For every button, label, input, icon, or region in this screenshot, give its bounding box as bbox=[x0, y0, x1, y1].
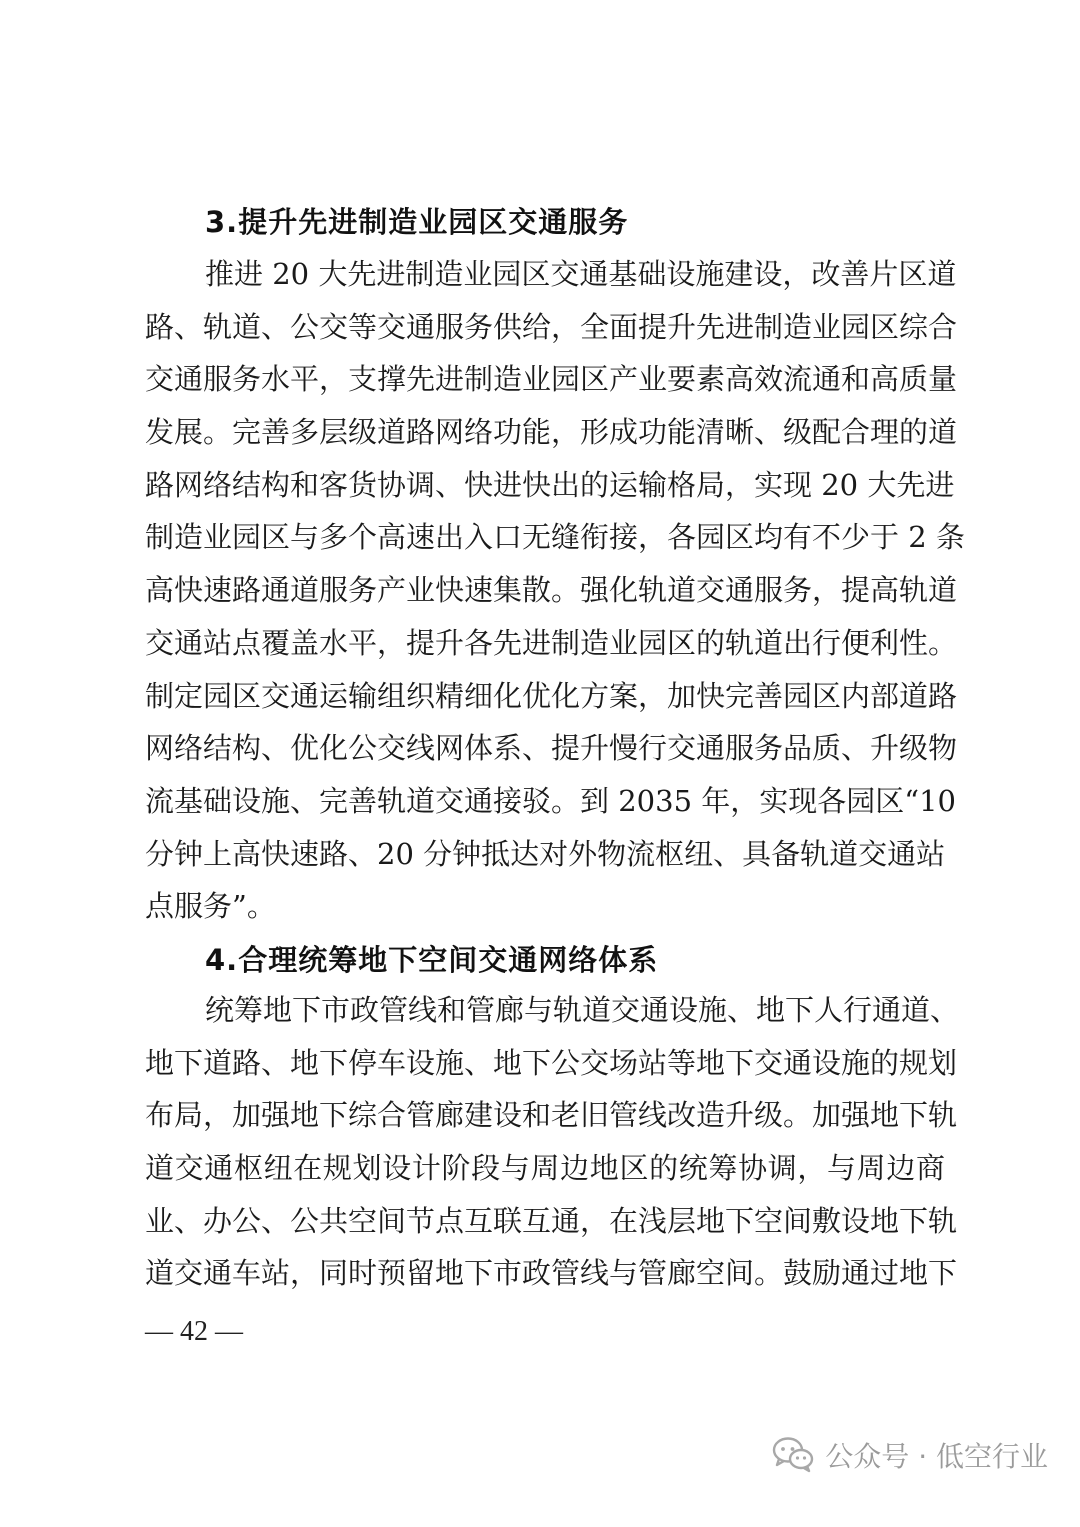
paragraph-line: 道交通枢纽在规划设计阶段与周边地区的统筹协调，与周边商 bbox=[145, 1151, 945, 1186]
paragraph-line: 路、轨道、公交等交通服务供给，全面提升先进制造业园区综合 bbox=[145, 309, 958, 344]
wechat-icon bbox=[771, 1435, 815, 1475]
paragraph-line: 交通服务水平，支撑先进制造业园区产业要素高效流通和高质量 bbox=[145, 362, 958, 397]
paragraph-line: 流基础设施、完善轨道交通接驳。到 2035 年，实现各园区“10 bbox=[145, 783, 956, 818]
paragraph-line: 制造业园区与多个高速出入口无缝衔接，各园区均有不少于 2 条 bbox=[145, 520, 965, 555]
section-3-heading: 3.提升先进制造业园区交通服务 bbox=[205, 205, 629, 239]
paragraph-line: 制定园区交通运输组织精细化优化方案，加快完善园区内部道路 bbox=[145, 678, 958, 713]
paragraph-line: 统筹地下市政管线和管廊与轨道交通设施、地下人行通道、 bbox=[205, 993, 960, 1027]
paragraph-line: 分钟上高快速路、20 分钟抵达对外物流枢纽、具备轨道交通站 bbox=[145, 836, 946, 871]
section-3-paragraph bbox=[145, 248, 965, 933]
section-4-heading: 4.合理统筹地下空间交通网络体系 bbox=[205, 943, 659, 977]
paragraph-line: 推进 20 大先进制造业园区交通基础设施建设，改善片区道 bbox=[205, 257, 957, 291]
section-4-paragraph bbox=[145, 984, 960, 1300]
watermark bbox=[771, 1425, 1048, 1485]
paragraph-line: 高快速路通道服务产业快速集散。强化轨道交通服务，提高轨道 bbox=[145, 573, 958, 608]
paragraph-line: 业、办公、公共空间节点互联互通，在浅层地下空间敷设地下轨 bbox=[145, 1203, 958, 1238]
paragraph-line: 布局，加强地下综合管廊建设和老旧管线改造升级。加强地下轨 bbox=[145, 1098, 958, 1133]
paragraph-line: 道交通车站，同时预留地下市政管线与管廊空间。鼓励通过地下 bbox=[145, 1256, 958, 1291]
paragraph-line: 发展。完善多层级道路网络功能，形成功能清晰、级配合理的道 bbox=[145, 415, 958, 450]
paragraph-line: 点服务”。 bbox=[145, 889, 276, 924]
page-number: — 42 — bbox=[145, 1316, 243, 1347]
paragraph-line: 网络结构、优化公交线网体系、提升慢行交通服务品质、升级物 bbox=[145, 731, 958, 766]
paragraph-line: 地下道路、地下停车设施、地下公交场站等地下交通设施的规划 bbox=[145, 1045, 958, 1080]
watermark-text: 公众号 · 低空行业 bbox=[825, 1440, 1048, 1473]
paragraph-line: 交通站点覆盖水平，提升各先进制造业园区的轨道出行便利性。 bbox=[145, 625, 958, 660]
paragraph-line: 路网络结构和客货协调、快进快出的运输格局，实现 20 大先进 bbox=[145, 467, 955, 502]
